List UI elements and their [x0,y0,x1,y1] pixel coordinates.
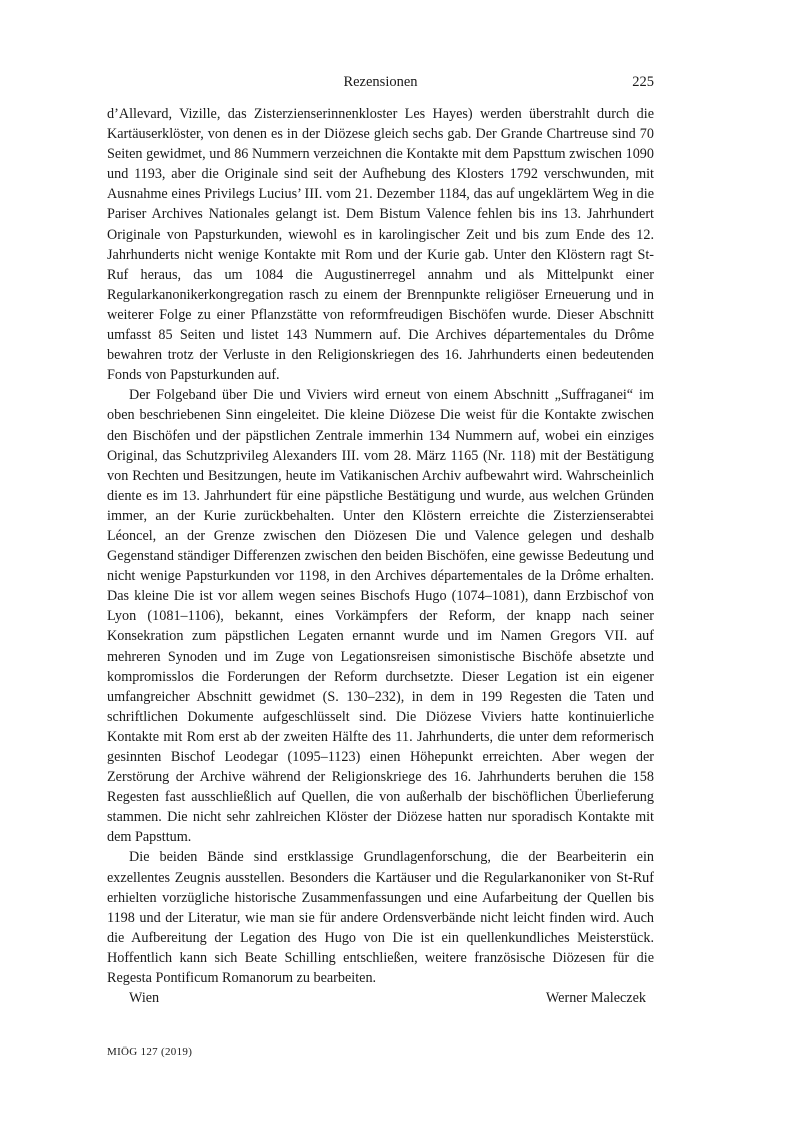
paragraph: Der Folgeband über Die und Viviers wird erneut von einem Abschnitt „Suffraganei“ im oben beschriebenen Sinn eingeleitet. Die kleine Diözese Die weist für die Kontakte zwischen den Bischöfen und der päpstlichen Zentrale immerhin 134 Nummern auf, wobei ein einziges Original, das Schutzprivileg Alexanders III. vom 28. März 1165 (Nr. 118) mit der Bestätigung von Rechten und Besitzungen, heute im Vatikanischen Archiv aufbewahrt wird. Wahrscheinlich diente es im 13. Jahrhundert für eine päpstliche Bestätigung und wurde, aus welchen Gründen immer, an der Kurie zurückbehalten. Unter den Klöstern erreichte die Zisterzienserabtei Léoncel, an der Grenze zwischen den Diözesen Die und Valence gelegen und deshalb Gegenstand ständiger Differenzen zwischen den beiden Bischöfen, eine gewisse Bedeutung und nicht wenige Papsturkunden vor 1198, in den Archives départementales de la Drôme erhalten. Das kleine Die ist vor allem wegen seines Bischofs Hugo (1074–1081), dann Erzbischof von Lyon (1081–1106), bekannt, eines Vorkämpfers der Reform, der knapp nach seiner Konsekration zum päpstlichen Legaten ernannt wurde und im Namen Gregors VII. auf mehreren Synoden und im Zuge von Legationsreisen simonistische Bischöfe absetzte und kompromisslos die Forderungen der Reform durchsetzte. Dieser Legation ist ein eigener umfangreicher Abschnitt gewidmet (S. 130–232), in dem in 199 Regesten die Taten und schriftlichen Dokumente aufgeschlüsselt sind. Die Diözese Viviers hatte kontinuierliche Kontakte mit Rom erst ab der zweiten Hälfte des 11. Jahrhunderts, die unter dem reformerisch gesinnten Bischof Leodegar (1095–1123) einen Höhepunkt erreichten. Aber wegen der Zerstörung der Archive während der Religionskriege des 16. Jahrhunderts beruhen die 158 Regesten fast ausschließlich auf Quellen, die von außerhalb der bischöflichen Überlieferung stammen. Die nicht sehr zahlreichen Klöster der Diözese hatten nur sporadisch Kontakte mit dem Papsttum. [107,387,654,846]
journal-footer: MIÖG 127 (2019) [107,1046,193,1058]
review-body [107,104,654,1008]
signoff-author: Werner Maleczek [545,990,646,1007]
paragraph: d’Allevard, Vizille, das Zisterzienserinnenkloster Les Hayes) werden überstrahlt durch die Kartäuserklöster, von denen es in der Diözese gleich sechs gab. Der Grande Chartreuse sind 70 Seiten gewidmet, und 86 Nummern verzeichnen die Kontakte mit dem Papsttum zwischen 1090 und 1193, aber die Originale sind seit der Aufhebung des Klosters 1792 verschwunden, mit Ausnahme eines Privilegs Lucius’ III. vom 21. Dezember 1184, das auf ungeklärtem Weg in die Pariser Archives Nationales gelangt ist. Dem Bistum Valence fehlen bis ins 13. Jahrhundert Originale von Papsturkunden, wiewohl es in karolingischer Zeit und bis zum Ende des 12. Jahrhunderts nicht wenige Kontakte mit Rom und der Kurie gab. Unter den Klöstern ragt St-Ruf heraus, das um 1084 die Augustinerregel annahm und als Mittelpunkt einer Regularkanonikerkongregation rasch zu einem der Brennpunkte religiöser Erneuerung und in weiterer Folge zu einer Pflanzstätte von reformfreudigen Bischöfen wurde. Dieser Abschnitt umfasst 85 Seiten und listet 143 Nummern auf. Die Archives départementales du Drôme bewahren trotz der Verluste in den Religionskriegen des 16. Jahrhunderts einen bedeutenden Fonds von Papsturkunden auf. [107,106,654,384]
running-title: Rezensionen [343,74,418,90]
page-number: 225 [632,74,654,90]
signoff [107,988,654,1008]
signoff-place: Wien [129,990,160,1007]
running-head [107,74,654,94]
paragraph: Die beiden Bände sind erstklassige Grundlagenforschung, die der Bearbeiterin ein exzellentes Zeugnis ausstellen. Besonders die Kartäuser und die Regularkanoniker von St-Ruf erhielten vorzügliche historische Zusammenfassungen und eine Aufarbeitung der Quellen bis 1198 und der Literatur, wie man sie für andere Ordensverbände nicht leicht finden wird. Auch die Aufbereitung der Legation des Hugo von Die ist ein quellenkundliches Meisterstück. Hoffentlich kann sich Beate Schilling entschließen, weitere französische Diözesen für die Regesta Pontificum Romanorum zu bearbeiten. [107,849,654,987]
